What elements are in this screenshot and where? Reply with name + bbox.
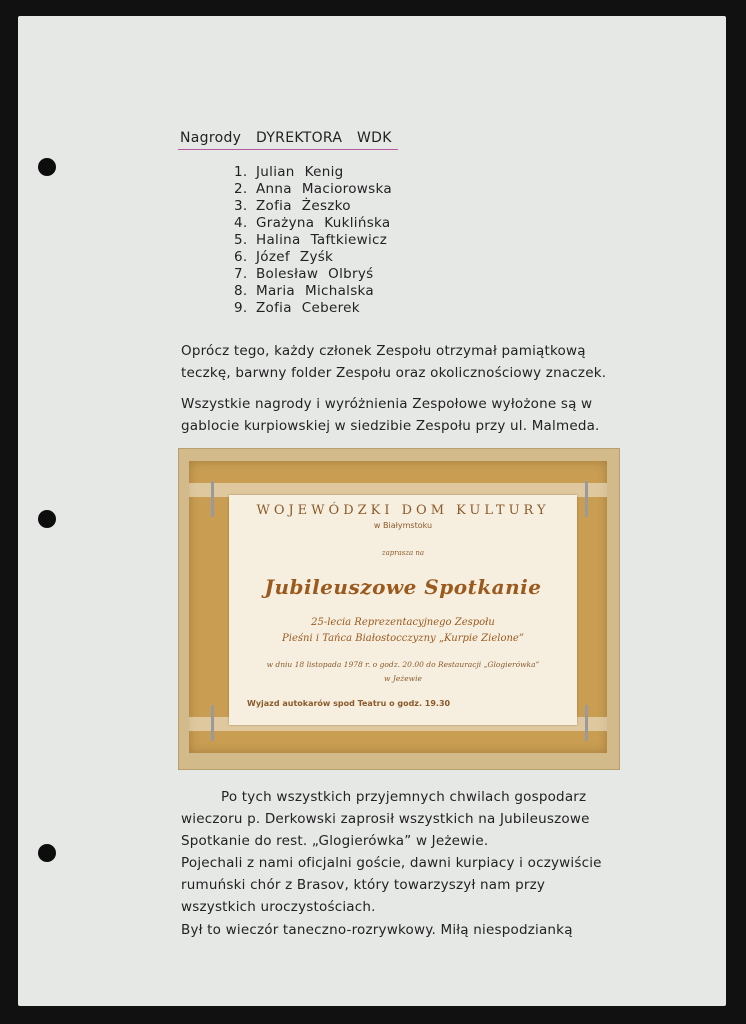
punch-hole <box>38 158 56 176</box>
document-page <box>18 16 726 1006</box>
list-item: 3. Zofia Żeszko <box>234 198 351 214</box>
staple <box>211 481 214 517</box>
text-line: Wszystkie nagrody i wyróżnienia Zespołowe wyłożone są w <box>181 396 593 412</box>
list-item: 4. Grażyna Kuklińska <box>234 215 391 231</box>
punch-hole <box>38 844 56 862</box>
list-item: 2. Anna Maciorowska <box>234 181 392 197</box>
text-line: wszystkich uroczystościach. <box>181 899 376 915</box>
list-item: 5. Halina Taftkiewicz <box>234 232 388 248</box>
text-line: rumuński chór z Brasov, który towarzyszył nam przy <box>181 877 546 893</box>
list-item: 8. Maria Michalska <box>234 283 374 299</box>
text-line: gablocie kurpiowskiej w siedzibie Zespołu przy ul. Malmeda. <box>181 418 600 434</box>
invitation-title: WOJEWÓDZKI DOM KULTURY <box>256 503 550 518</box>
invitation-line: 25-lecia Reprezentacyjnego Zespołu <box>311 617 495 628</box>
staple <box>585 705 588 741</box>
heading-underline <box>178 149 398 150</box>
text-line: Oprócz tego, każdy członek Zespołu otrzymał pamiątkową <box>181 343 586 359</box>
invitation-date: w dniu 18 listopada 1978 r. o godz. 20.00 do Restauracji „Glogierówka” <box>266 660 540 669</box>
text-line: wieczoru p. Derkowski zaprosił wszystkich na Jubileuszowe <box>181 811 590 827</box>
invitation-photo <box>178 448 620 770</box>
section-heading <box>180 130 392 146</box>
invitation-main-title: Jubileuszowe Spotkanie <box>264 575 542 599</box>
invitation-invites: zaprasza na <box>381 549 425 557</box>
text-line: teczkę, barwny folder Zespołu oraz okolicznościowy znaczek. <box>181 365 607 381</box>
heading-word: WDK <box>357 130 392 146</box>
list-item: 1. Julian Kenig <box>234 164 344 180</box>
text-line: Po tych wszystkich przyjemnych chwilach gospodarz <box>221 789 587 805</box>
punch-hole <box>38 510 56 528</box>
list-item: 7. Bolesław Olbryś <box>234 266 374 282</box>
list-item: 9. Zofia Ceberek <box>234 300 360 316</box>
invitation-card <box>229 495 577 725</box>
staple <box>211 705 214 741</box>
text-line: Pojechali z nami oficjalni goście, dawni kurpiacy i oczywiście <box>181 855 602 871</box>
staple <box>585 481 588 517</box>
heading-word: DYREKTORA <box>256 130 343 146</box>
heading-word: Nagrody <box>180 130 242 146</box>
list-item: 6. Józef Zyśk <box>234 249 334 265</box>
text-line: Spotkanie do rest. „Glogierówka” w Jeżewie. <box>181 833 489 849</box>
invitation-line: Pieśni i Tańca Białostocczyzny „Kurpie Zielone” <box>282 633 524 644</box>
invitation-place: w Jeżewie <box>384 674 422 683</box>
awardee-list <box>234 164 392 317</box>
invitation-bus-info: Wyjazd autokarów spod Teatru o godz. 19.30 <box>247 699 451 708</box>
invitation-subtitle: w Białymstoku <box>373 521 433 530</box>
mount-board <box>189 461 607 753</box>
text-line: Był to wieczór taneczno-rozrywkowy. Miłą niespodzianką <box>181 922 573 938</box>
